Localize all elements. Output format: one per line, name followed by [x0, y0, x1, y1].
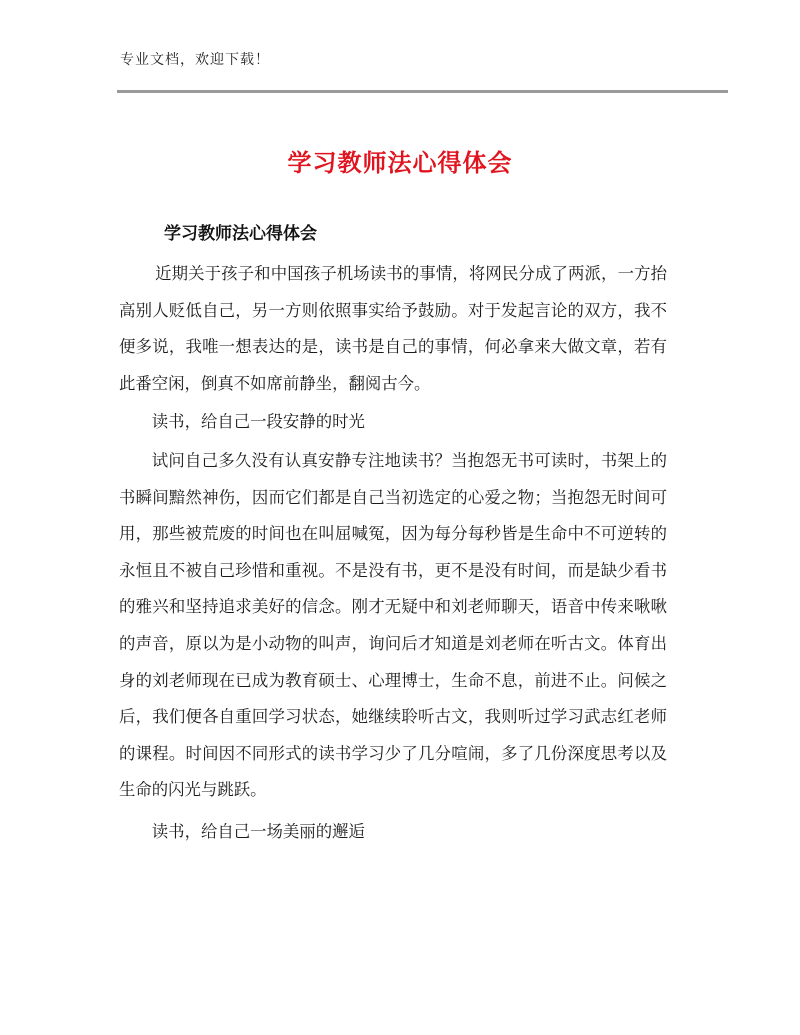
section-heading: 读书，给自己一段安静的时光 — [151, 412, 365, 432]
document-title: 学习教师法心得体会 — [287, 149, 513, 177]
header-note: 专业文档，欢迎下载！ — [120, 52, 270, 68]
header-divider — [117, 90, 728, 93]
document-body — [119, 256, 667, 851]
document-subtitle: 学习教师法心得体会 — [164, 224, 317, 244]
body-paragraph: 试问自己多久没有认真安静专注地读书？当抱怨无书可读时，书架上的书瞬间黯然神伤，因而它们都是自己当初选定的心爱之物；当抱怨无时间可用，那些被荒废的时间也在叫屈喊冤，因为每分每秒皆是生命中不可逆转的永恒且不被自己珍惜和重视。不是没有书，更不是没有时间，而是缺少看书的雅兴和坚持追求美好的信念。刚才无疑中和刘老师聊天，语音中传来啾啾的声音，原以为是小动物的叫声，询问后才知道是刘老师在听古文。体育出身的刘老师现在已成为教育硕士、心理博士，生命不息，前进不止。问候之后，我们便各自重回学习状态，她继续聆听古文，我则听过学习武志红老师的课程。时间因不同形式的读书学习少了几分喧闹，多了几份深度思考以及生命的闪光与跳跃。 — [119, 450, 667, 800]
body-paragraph: 近期关于孩子和中国孩子机场读书的事情，将网民分成了两派，一方抬高别人贬低自己，另一方则依照事实给予鼓励。对于发起言论的双方，我不便多说，我唯一想表达的是，读书是自己的事情，何必拿来大做文章，若有此番空闲，倒真不如席前静坐，翻阅古今。 — [119, 264, 667, 393]
section-heading: 读书，给自己一场美丽的邂逅 — [151, 821, 365, 841]
